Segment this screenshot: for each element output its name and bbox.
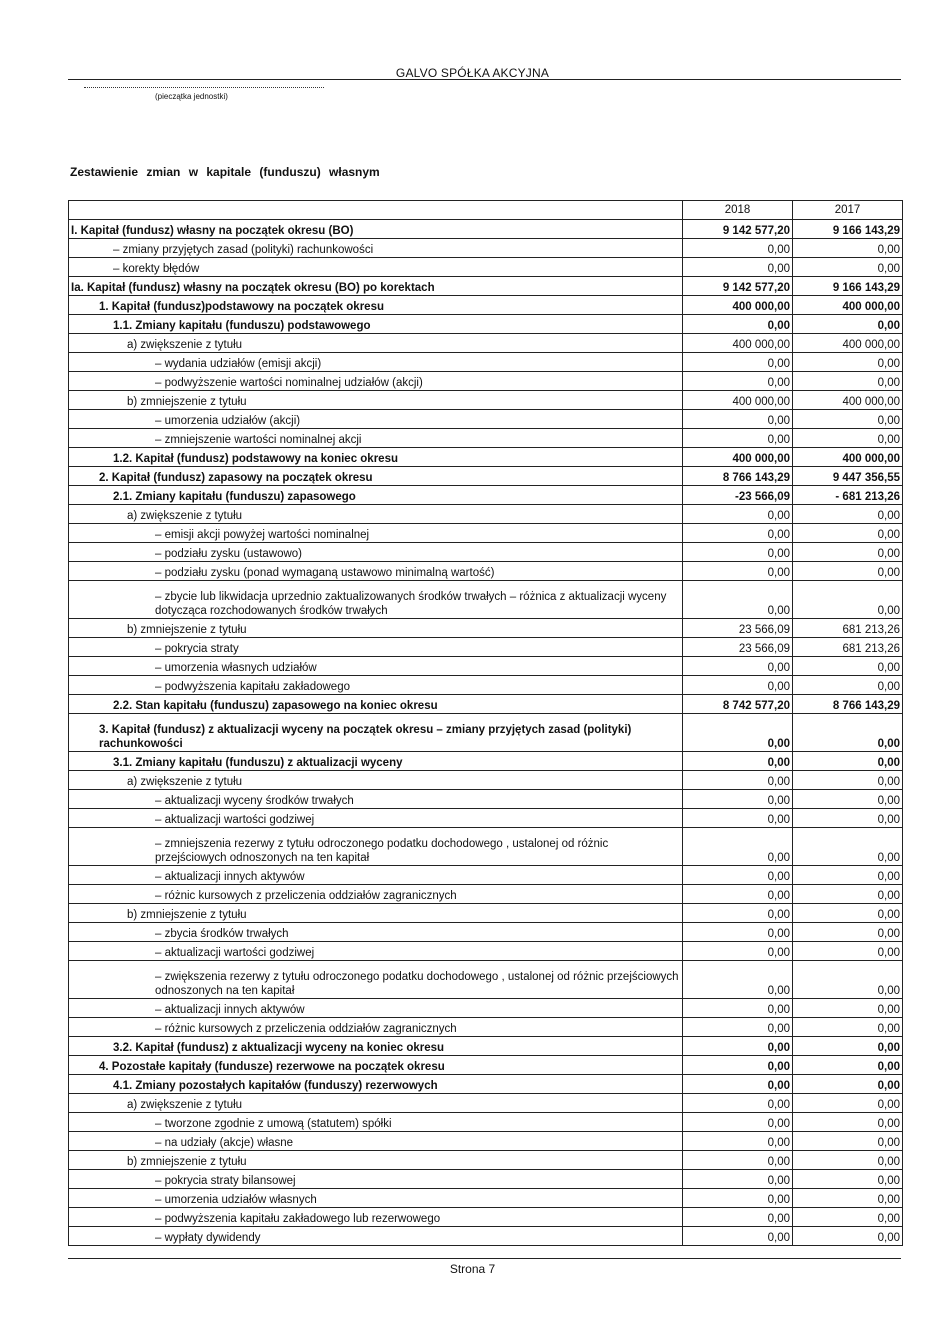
table-row — [69, 315, 903, 334]
row-label: b) zmniejszenie z tytułu — [69, 1151, 683, 1170]
value-2017: 0,00 — [793, 676, 903, 695]
value-2018: 0,00 — [683, 923, 793, 942]
value-2018: 0,00 — [683, 353, 793, 372]
table-row — [69, 885, 903, 904]
value-2017: 0,00 — [793, 828, 903, 866]
value-2018: 0,00 — [683, 1037, 793, 1056]
row-label: a) zwiększenie z tytułu — [69, 1094, 683, 1113]
value-2018: 0,00 — [683, 942, 793, 961]
row-label: – zmniejszenia rezerwy z tytułu odroczonego podatku dochodowego , ustalonej od różnic przejściowych odnoszonych na ten kapitał — [69, 828, 683, 866]
row-label: 3.1. Zmiany kapitału (funduszu) z aktualizacji wyceny — [69, 752, 683, 771]
value-2017: 0,00 — [793, 315, 903, 334]
row-label: 3. Kapitał (fundusz) z aktualizacji wyceny na początek okresu – zmiany przyjętych zasad (polityki) rachunkowości — [69, 714, 683, 752]
value-2017: 0,00 — [793, 1037, 903, 1056]
value-2018: 0,00 — [683, 1189, 793, 1208]
value-2018: 0,00 — [683, 372, 793, 391]
value-2017: 0,00 — [793, 885, 903, 904]
header-rule — [68, 79, 901, 80]
row-label: – aktualizacji innych aktywów — [69, 999, 683, 1018]
value-2017: 0,00 — [793, 239, 903, 258]
table-row — [69, 809, 903, 828]
footer-rule — [68, 1258, 901, 1259]
table-header-row — [69, 201, 903, 220]
value-2018: 400 000,00 — [683, 334, 793, 353]
table-row — [69, 391, 903, 410]
row-label: 1. Kapitał (fundusz)podstawowy na początek okresu — [69, 296, 683, 315]
value-2017: 0,00 — [793, 809, 903, 828]
table-row — [69, 961, 903, 999]
table-row — [69, 1151, 903, 1170]
row-label: b) zmniejszenie z tytułu — [69, 619, 683, 638]
value-2018: -23 566,09 — [683, 486, 793, 505]
value-2018: 400 000,00 — [683, 448, 793, 467]
table-row — [69, 467, 903, 486]
row-label: a) zwiększenie z tytułu — [69, 334, 683, 353]
value-2017: 8 766 143,29 — [793, 695, 903, 714]
value-2018: 0,00 — [683, 1132, 793, 1151]
value-2018: 400 000,00 — [683, 391, 793, 410]
value-2018: 0,00 — [683, 410, 793, 429]
value-2018: 0,00 — [683, 562, 793, 581]
table-row — [69, 1094, 903, 1113]
stamp-label: (pieczątka jednostki) — [155, 92, 228, 101]
value-2018: 0,00 — [683, 524, 793, 543]
value-2017: 0,00 — [793, 961, 903, 999]
value-2017: 400 000,00 — [793, 391, 903, 410]
row-label: – aktualizacji innych aktywów — [69, 866, 683, 885]
row-label: – podwyższenia kapitału zakładowego — [69, 676, 683, 695]
value-2017: 0,00 — [793, 1056, 903, 1075]
row-label: – podwyższenie wartości nominalnej udziałów (akcji) — [69, 372, 683, 391]
page-number: Strona 7 — [449, 1262, 496, 1276]
row-label: a) zwiększenie z tytułu — [69, 505, 683, 524]
row-label: – zmiany przyjętych zasad (polityki) rachunkowości — [69, 239, 683, 258]
value-2017: 0,00 — [793, 353, 903, 372]
value-2017: 0,00 — [793, 1170, 903, 1189]
value-2017: 9 166 143,29 — [793, 220, 903, 239]
value-2017: 0,00 — [793, 1208, 903, 1227]
value-2017: 0,00 — [793, 657, 903, 676]
column-header-2018: 2018 — [683, 201, 793, 220]
value-2018: 0,00 — [683, 1075, 793, 1094]
table-row — [69, 695, 903, 714]
table-row — [69, 220, 903, 239]
value-2018: 0,00 — [683, 1094, 793, 1113]
table-row — [69, 505, 903, 524]
value-2018: 0,00 — [683, 1208, 793, 1227]
row-label: – zmniejszenie wartości nominalnej akcji — [69, 429, 683, 448]
table-row — [69, 1189, 903, 1208]
value-2017: 0,00 — [793, 1151, 903, 1170]
value-2018: 0,00 — [683, 809, 793, 828]
document-title: Zestawienie zmian w kapitale (funduszu) własnym — [70, 165, 380, 179]
value-2018: 0,00 — [683, 866, 793, 885]
table-row — [69, 1227, 903, 1246]
value-2017: 0,00 — [793, 524, 903, 543]
table-row — [69, 581, 903, 619]
value-2017: 400 000,00 — [793, 334, 903, 353]
table-row — [69, 562, 903, 581]
row-label: – pokrycia straty — [69, 638, 683, 657]
value-2018: 0,00 — [683, 999, 793, 1018]
table-row — [69, 942, 903, 961]
value-2018: 0,00 — [683, 1227, 793, 1246]
value-2017: 0,00 — [793, 999, 903, 1018]
value-2018: 0,00 — [683, 1056, 793, 1075]
table-row — [69, 619, 903, 638]
row-label: – wypłaty dywidendy — [69, 1227, 683, 1246]
value-2018: 0,00 — [683, 1151, 793, 1170]
value-2018: 0,00 — [683, 961, 793, 999]
value-2017: 9 166 143,29 — [793, 277, 903, 296]
value-2018: 0,00 — [683, 543, 793, 562]
value-2017: 0,00 — [793, 771, 903, 790]
table-row — [69, 1075, 903, 1094]
value-2018: 0,00 — [683, 1170, 793, 1189]
value-2018: 0,00 — [683, 904, 793, 923]
value-2017: 400 000,00 — [793, 448, 903, 467]
table-row — [69, 429, 903, 448]
value-2017: 0,00 — [793, 1018, 903, 1037]
value-2018: 0,00 — [683, 714, 793, 752]
table-row — [69, 334, 903, 353]
row-label: 1.2. Kapitał (fundusz) podstawowy na koniec okresu — [69, 448, 683, 467]
value-2018: 0,00 — [683, 258, 793, 277]
table-row — [69, 771, 903, 790]
value-2018: 0,00 — [683, 752, 793, 771]
row-label: a) zwiększenie z tytułu — [69, 771, 683, 790]
value-2018: 9 142 577,20 — [683, 220, 793, 239]
table-row — [69, 1113, 903, 1132]
row-label: – zbycia środków trwałych — [69, 923, 683, 942]
value-2017: 0,00 — [793, 372, 903, 391]
value-2017: 0,00 — [793, 1132, 903, 1151]
column-header-2017: 2017 — [793, 201, 903, 220]
value-2017: 0,00 — [793, 790, 903, 809]
table-row — [69, 923, 903, 942]
row-label: – podziału zysku (ponad wymaganą ustawowo minimalną wartość) — [69, 562, 683, 581]
row-label: – umorzenia udziałów własnych — [69, 1189, 683, 1208]
value-2017: 0,00 — [793, 562, 903, 581]
table-row — [69, 790, 903, 809]
table-row — [69, 1132, 903, 1151]
value-2017: 0,00 — [793, 258, 903, 277]
table-row — [69, 999, 903, 1018]
table-row — [69, 277, 903, 296]
value-2018: 0,00 — [683, 581, 793, 619]
value-2017: 0,00 — [793, 1113, 903, 1132]
table-row — [69, 372, 903, 391]
row-label: – aktualizacji wartości godziwej — [69, 942, 683, 961]
table-row — [69, 448, 903, 467]
table-row — [69, 657, 903, 676]
value-2017: 9 447 356,55 — [793, 467, 903, 486]
row-label: 4. Pozostałe kapitały (fundusze) rezerwowe na początek okresu — [69, 1056, 683, 1075]
table-row — [69, 296, 903, 315]
table-row — [69, 752, 903, 771]
table-row — [69, 1037, 903, 1056]
row-label: b) zmniejszenie z tytułu — [69, 904, 683, 923]
company-name: GALVO SPÓŁKA AKCYJNA — [395, 66, 550, 80]
value-2018: 0,00 — [683, 505, 793, 524]
value-2018: 23 566,09 — [683, 619, 793, 638]
value-2017: 681 213,26 — [793, 638, 903, 657]
value-2018: 8 742 577,20 — [683, 695, 793, 714]
value-2018: 23 566,09 — [683, 638, 793, 657]
value-2018: 0,00 — [683, 657, 793, 676]
row-label: 2. Kapitał (fundusz) zapasowy na początek okresu — [69, 467, 683, 486]
row-label: 2.1. Zmiany kapitału (funduszu) zapasowego — [69, 486, 683, 505]
table-row — [69, 638, 903, 657]
value-2017: 0,00 — [793, 752, 903, 771]
row-label: – umorzenia własnych udziałów — [69, 657, 683, 676]
table-row — [69, 410, 903, 429]
value-2017: 0,00 — [793, 714, 903, 752]
row-label: 4.1. Zmiany pozostałych kapitałów (funduszy) rezerwowych — [69, 1075, 683, 1094]
value-2017: 0,00 — [793, 581, 903, 619]
row-label: Ia. Kapitał (fundusz) własny na początek okresu (BO) po korektach — [69, 277, 683, 296]
row-label: – emisji akcji powyżej wartości nominalnej — [69, 524, 683, 543]
row-label: – aktualizacji wartości godziwej — [69, 809, 683, 828]
value-2018: 0,00 — [683, 1018, 793, 1037]
stamp-dotted-line — [84, 87, 324, 88]
value-2018: 400 000,00 — [683, 296, 793, 315]
table-row — [69, 1056, 903, 1075]
value-2018: 0,00 — [683, 676, 793, 695]
value-2017: 0,00 — [793, 505, 903, 524]
table-row — [69, 1170, 903, 1189]
value-2018: 0,00 — [683, 771, 793, 790]
table-row — [69, 1018, 903, 1037]
equity-changes-table — [68, 200, 903, 1246]
row-label: b) zmniejszenie z tytułu — [69, 391, 683, 410]
table-row — [69, 258, 903, 277]
row-label: – podziału zysku (ustawowo) — [69, 543, 683, 562]
table-row — [69, 543, 903, 562]
row-label: I. Kapitał (fundusz) własny na początek okresu (BO) — [69, 220, 683, 239]
row-label: – tworzone zgodnie z umową (statutem) spółki — [69, 1113, 683, 1132]
row-label: – na udziały (akcje) własne — [69, 1132, 683, 1151]
table-row — [69, 828, 903, 866]
value-2018: 0,00 — [683, 239, 793, 258]
value-2017: 0,00 — [793, 1075, 903, 1094]
value-2017: 0,00 — [793, 429, 903, 448]
value-2017: 0,00 — [793, 923, 903, 942]
row-label: – umorzenia udziałów (akcji) — [69, 410, 683, 429]
value-2017: 0,00 — [793, 1189, 903, 1208]
row-label: – aktualizacji wyceny środków trwałych — [69, 790, 683, 809]
value-2018: 0,00 — [683, 315, 793, 334]
table-row — [69, 866, 903, 885]
table-row — [69, 904, 903, 923]
row-label: – wydania udziałów (emisji akcji) — [69, 353, 683, 372]
table-row — [69, 1208, 903, 1227]
table-row — [69, 676, 903, 695]
row-label: – różnic kursowych z przeliczenia oddziałów zagranicznych — [69, 885, 683, 904]
value-2017: 0,00 — [793, 866, 903, 885]
value-2017: 0,00 — [793, 410, 903, 429]
value-2018: 0,00 — [683, 1113, 793, 1132]
table-row — [69, 714, 903, 752]
row-label: – podwyższenia kapitału zakładowego lub rezerwowego — [69, 1208, 683, 1227]
table-row — [69, 486, 903, 505]
value-2017: 681 213,26 — [793, 619, 903, 638]
row-label: – zwiększenia rezerwy z tytułu odroczonego podatku dochodowego , ustalonej od różnic przejściowych odnoszonych na ten kapitał — [69, 961, 683, 999]
header-blank-cell — [69, 201, 683, 220]
value-2017: 0,00 — [793, 904, 903, 923]
row-label: 2.2. Stan kapitału (funduszu) zapasowego na koniec okresu — [69, 695, 683, 714]
row-label: – różnic kursowych z przeliczenia oddziałów zagranicznych — [69, 1018, 683, 1037]
value-2018: 0,00 — [683, 828, 793, 866]
table-row — [69, 353, 903, 372]
value-2017: - 681 213,26 — [793, 486, 903, 505]
row-label: – zbycie lub likwidacja uprzednio zaktualizowanych środków trwałych – różnica z aktualizacji wyceny dotycząca rozchodowanych środków trwałych — [69, 581, 683, 619]
value-2017: 0,00 — [793, 543, 903, 562]
value-2017: 0,00 — [793, 1094, 903, 1113]
table-row — [69, 239, 903, 258]
table-row — [69, 524, 903, 543]
value-2017: 0,00 — [793, 942, 903, 961]
value-2018: 0,00 — [683, 429, 793, 448]
row-label: 3.2. Kapitał (fundusz) z aktualizacji wyceny na koniec okresu — [69, 1037, 683, 1056]
value-2018: 0,00 — [683, 885, 793, 904]
value-2018: 0,00 — [683, 790, 793, 809]
row-label: 1.1. Zmiany kapitału (funduszu) podstawowego — [69, 315, 683, 334]
value-2017: 0,00 — [793, 1227, 903, 1246]
row-label: – korekty błędów — [69, 258, 683, 277]
row-label: – pokrycia straty bilansowej — [69, 1170, 683, 1189]
value-2018: 8 766 143,29 — [683, 467, 793, 486]
value-2017: 400 000,00 — [793, 296, 903, 315]
value-2018: 9 142 577,20 — [683, 277, 793, 296]
